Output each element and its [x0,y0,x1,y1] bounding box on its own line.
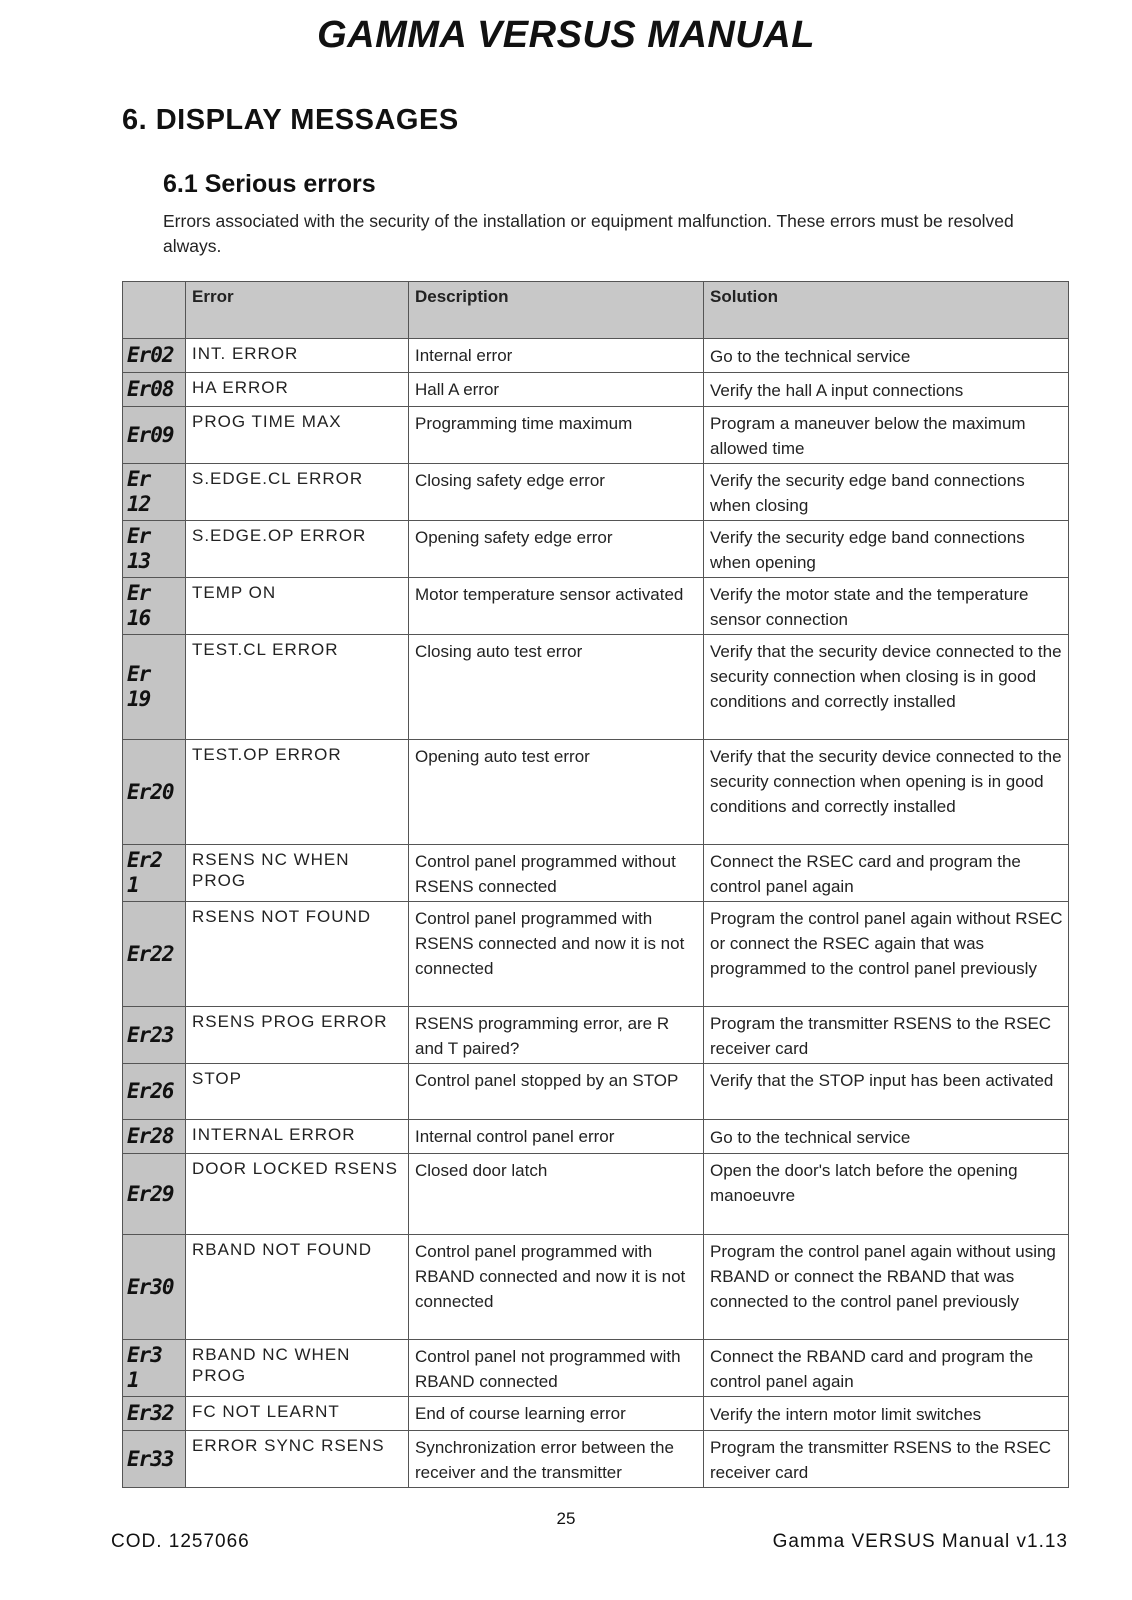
error-code: Er32 [123,1397,186,1431]
error-name: S.EDGE.CL ERROR [186,464,409,521]
error-solution: Program a maneuver below the maximum allowed time [704,407,1069,464]
error-name: INTERNAL ERROR [186,1120,409,1154]
error-description: Motor temperature sensor activated [409,578,704,635]
table-row [123,1431,1069,1488]
error-code: Er 13 [123,521,186,578]
table-row [123,464,1069,521]
table-row [123,1064,1069,1120]
table-row [123,1007,1069,1064]
error-description: Opening safety edge error [409,521,704,578]
error-solution: Verify that the STOP input has been activated [704,1064,1069,1120]
error-solution: Go to the technical service [704,339,1069,373]
table-row [123,339,1069,373]
error-code: Er30 [123,1235,186,1340]
error-name: TEST.OP ERROR [186,740,409,845]
error-code: Er20 [123,740,186,845]
error-name: DOOR LOCKED RSENS [186,1154,409,1235]
errors-table [122,281,1069,1488]
error-solution: Verify that the security device connected to the security connection when closing is in good conditions and correctly installed [704,635,1069,740]
error-description: Synchronization error between the receiver and the transmitter [409,1431,704,1488]
error-code: Er29 [123,1154,186,1235]
page-number: 25 [556,1509,576,1528]
header-code-cell [123,282,186,339]
table-row [123,1120,1069,1154]
error-code: Er2 1 [123,845,186,902]
error-description: Opening auto test error [409,740,704,845]
error-name: TEMP ON [186,578,409,635]
error-solution: Verify the security edge band connections when closing [704,464,1069,521]
error-name: HA ERROR [186,373,409,407]
error-name: RSENS PROG ERROR [186,1007,409,1064]
error-code: Er33 [123,1431,186,1488]
error-description: Internal control panel error [409,1120,704,1154]
intro-paragraph: Errors associated with the security of the installation or equipment malfunction. These errors must be resolved always. [163,211,1014,256]
table-row [123,521,1069,578]
error-code: Er 19 [123,635,186,740]
section-heading: 6. DISPLAY MESSAGES [122,104,459,136]
error-name: RSENS NOT FOUND [186,902,409,1007]
table-row [123,740,1069,845]
header-error: Error [186,282,409,339]
error-solution: Connect the RSEC card and program the control panel again [704,845,1069,902]
table-row [123,1154,1069,1235]
footer-manual-version: Gamma VERSUS Manual v1.13 [772,1531,1068,1552]
error-solution: Verify the motor state and the temperature sensor connection [704,578,1069,635]
table-header-row [123,282,1069,339]
error-description: Control panel programmed with RSENS connected and now it is not connected [409,902,704,1007]
error-code: Er 16 [123,578,186,635]
error-description: Closing auto test error [409,635,704,740]
error-code: Er28 [123,1120,186,1154]
header-description: Description [409,282,704,339]
error-description: Closing safety edge error [409,464,704,521]
error-name: RBAND NOT FOUND [186,1235,409,1340]
error-description: RSENS programming error, are R and T paired? [409,1007,704,1064]
error-solution: Verify the hall A input connections [704,373,1069,407]
error-name: STOP [186,1064,409,1120]
table-row [123,1397,1069,1431]
error-code: Er 12 [123,464,186,521]
table-row [123,902,1069,1007]
error-name: ERROR SYNC RSENS [186,1431,409,1488]
error-solution: Verify the security edge band connections when opening [704,521,1069,578]
error-description: Hall A error [409,373,704,407]
table-row [123,1235,1069,1340]
table-row [123,578,1069,635]
error-solution: Connect the RBAND card and program the control panel again [704,1340,1069,1397]
error-description: Control panel stopped by an STOP [409,1064,704,1120]
error-solution: Verify that the security device connected to the security connection when opening is in good conditions and correctly installed [704,740,1069,845]
error-solution: Open the door's latch before the opening manoeuvre [704,1154,1069,1235]
error-description: End of course learning error [409,1397,704,1431]
error-code: Er26 [123,1064,186,1120]
error-code: Er08 [123,373,186,407]
error-code: Er22 [123,902,186,1007]
error-description: Closed door latch [409,1154,704,1235]
error-name: TEST.CL ERROR [186,635,409,740]
error-name: S.EDGE.OP ERROR [186,521,409,578]
error-description: Control panel programmed with RBAND connected and now it is not connected [409,1235,704,1340]
error-solution: Verify the intern motor limit switches [704,1397,1069,1431]
error-name: FC NOT LEARNT [186,1397,409,1431]
header-solution: Solution [704,282,1069,339]
error-code: Er3 1 [123,1340,186,1397]
error-solution: Program the transmitter RSENS to the RSEC receiver card [704,1431,1069,1488]
error-solution: Program the transmitter RSENS to the RSEC receiver card [704,1007,1069,1064]
error-description: Control panel not programmed with RBAND connected [409,1340,704,1397]
table-row [123,635,1069,740]
error-description: Control panel programmed without RSENS connected [409,845,704,902]
error-solution: Go to the technical service [704,1120,1069,1154]
table-row [123,1340,1069,1397]
error-code: Er23 [123,1007,186,1064]
error-name: INT. ERROR [186,339,409,373]
error-name: PROG TIME MAX [186,407,409,464]
error-description: Internal error [409,339,704,373]
error-description: Programming time maximum [409,407,704,464]
table-row [123,373,1069,407]
error-code: Er09 [123,407,186,464]
error-code: Er02 [123,339,186,373]
error-solution: Program the control panel again without using RBAND or connect the RBAND that was connected to the control panel previously [704,1235,1069,1340]
error-solution: Program the control panel again without RSEC or connect the RSEC again that was programmed to the control panel previously [704,902,1069,1007]
error-name: RSENS NC WHEN PROG [186,845,409,902]
table-row [123,407,1069,464]
page-header-title: GAMMA VERSUS MANUAL [317,14,815,56]
table-row [123,845,1069,902]
footer-code: COD. 1257066 [111,1531,250,1552]
subsection-heading: 6.1 Serious errors [163,170,376,198]
error-name: RBAND NC WHEN PROG [186,1340,409,1397]
